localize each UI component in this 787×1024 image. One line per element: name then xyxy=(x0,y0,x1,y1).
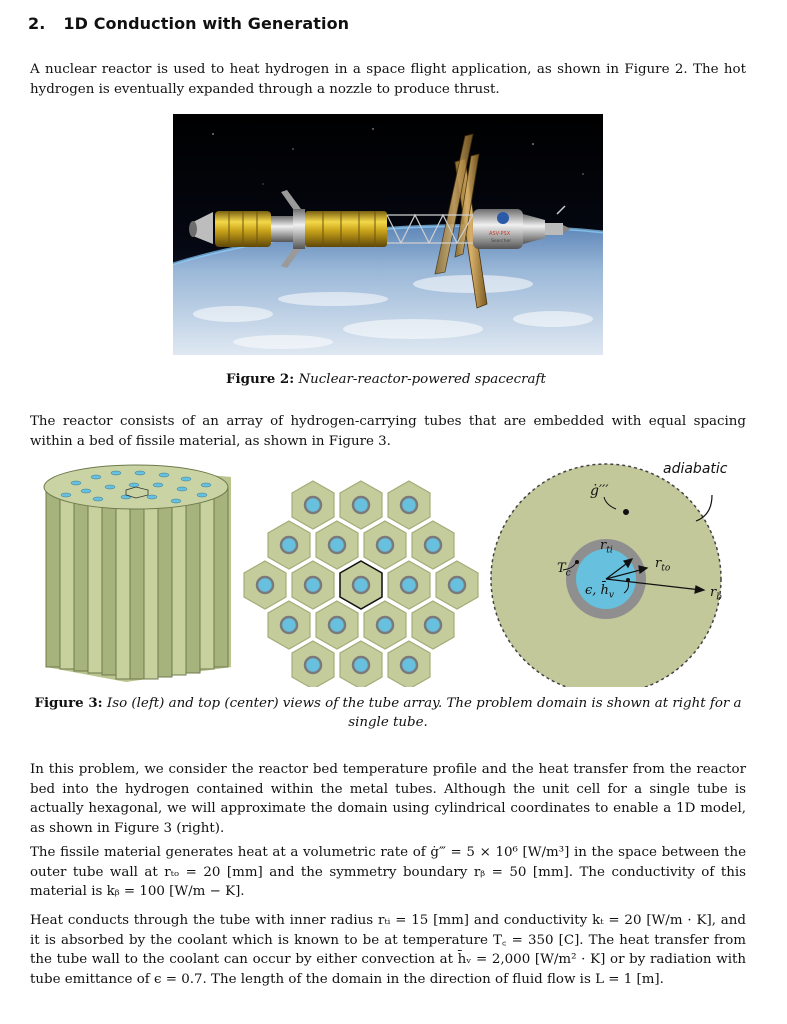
label-adiabatic: adiabatic xyxy=(663,461,728,477)
figure3-label: Figure 3: xyxy=(34,695,103,711)
figure2-caption-text: Nuclear-reactor-powered spacecraft xyxy=(298,372,546,387)
intro-paragraph: A nuclear reactor is used to heat hydrogen in a space flight application, as shown in Figure 2. The hot hydrogen is eventually expanded through a nozzle to produce thrust. xyxy=(30,62,746,97)
iso-view xyxy=(44,465,231,682)
spacecraft-image xyxy=(173,114,603,355)
figure3-caption-text: Iso (left) and top (center) views of the tube array. The problem domain is shown at right for a single tube. xyxy=(106,696,742,730)
label-eps-h: ϵ, $h̄_v$ xyxy=(585,583,615,601)
label-generation: ġ′′′ xyxy=(590,483,609,499)
label-rb: $r_b$ xyxy=(710,585,722,603)
tube-paragraph: Heat conducts through the tube with inner radius rₜᵢ = 15 [mm] and conductivity kₜ = 20 [W/m · K], and it is absorbed by the coolant which is known to be at temperature T꜀ = 350 [C]. The heat transfer from the tube wall to the coolant can occur by either convection at h̄ᵥ = 2,000 [W/m² · K] or by radiation with tube emittance of ϵ = 0.7. The length of the domain in the direction of fluid flow is L = 1 [m]. xyxy=(30,913,746,987)
figure2-label: Figure 2: xyxy=(226,371,295,387)
figure3-diagrams xyxy=(36,457,756,687)
ship-text-2: Searcher xyxy=(491,239,512,244)
figure2-caption xyxy=(226,370,546,389)
ship-text-1: ASV-PSX xyxy=(489,231,511,237)
section-number: 2. xyxy=(28,14,46,33)
top-view xyxy=(244,481,478,687)
section-heading xyxy=(28,14,349,33)
label-rti: $r_{ti}$ xyxy=(600,538,613,556)
model-paragraph: In this problem, we consider the reactor bed temperature profile and the heat transfer from the reactor bed into the hydrogen contained within the metal tubes. Although the unit cell for a single tube is actually hexagonal, we will approximate the domain using cylindrical coordinates to enable a 1D model, as shown in Figure 3 (right). xyxy=(30,762,746,836)
array-paragraph: The reactor consists of an array of hydrogen-carrying tubes that are embedded with equal spacing within a bed of fissile material, as shown in Figure 3. xyxy=(30,414,746,449)
figure3-caption xyxy=(30,694,746,732)
label-rto: $r_{to}$ xyxy=(655,556,671,574)
section-title: 1D Conduction with Generation xyxy=(63,14,350,33)
label-tc: $T_c$ xyxy=(557,561,571,579)
generation-paragraph: The fissile material generates heat at a volumetric rate of ġ‴ = 5 × 10⁶ [W/m³] in the space between the outer tube wall at rₜₒ = 20 [mm] and the symmetry boundary rᵦ = 50 [mm]. The conductivity of this material is kᵦ = 100 [W/m − K]. xyxy=(30,845,746,899)
